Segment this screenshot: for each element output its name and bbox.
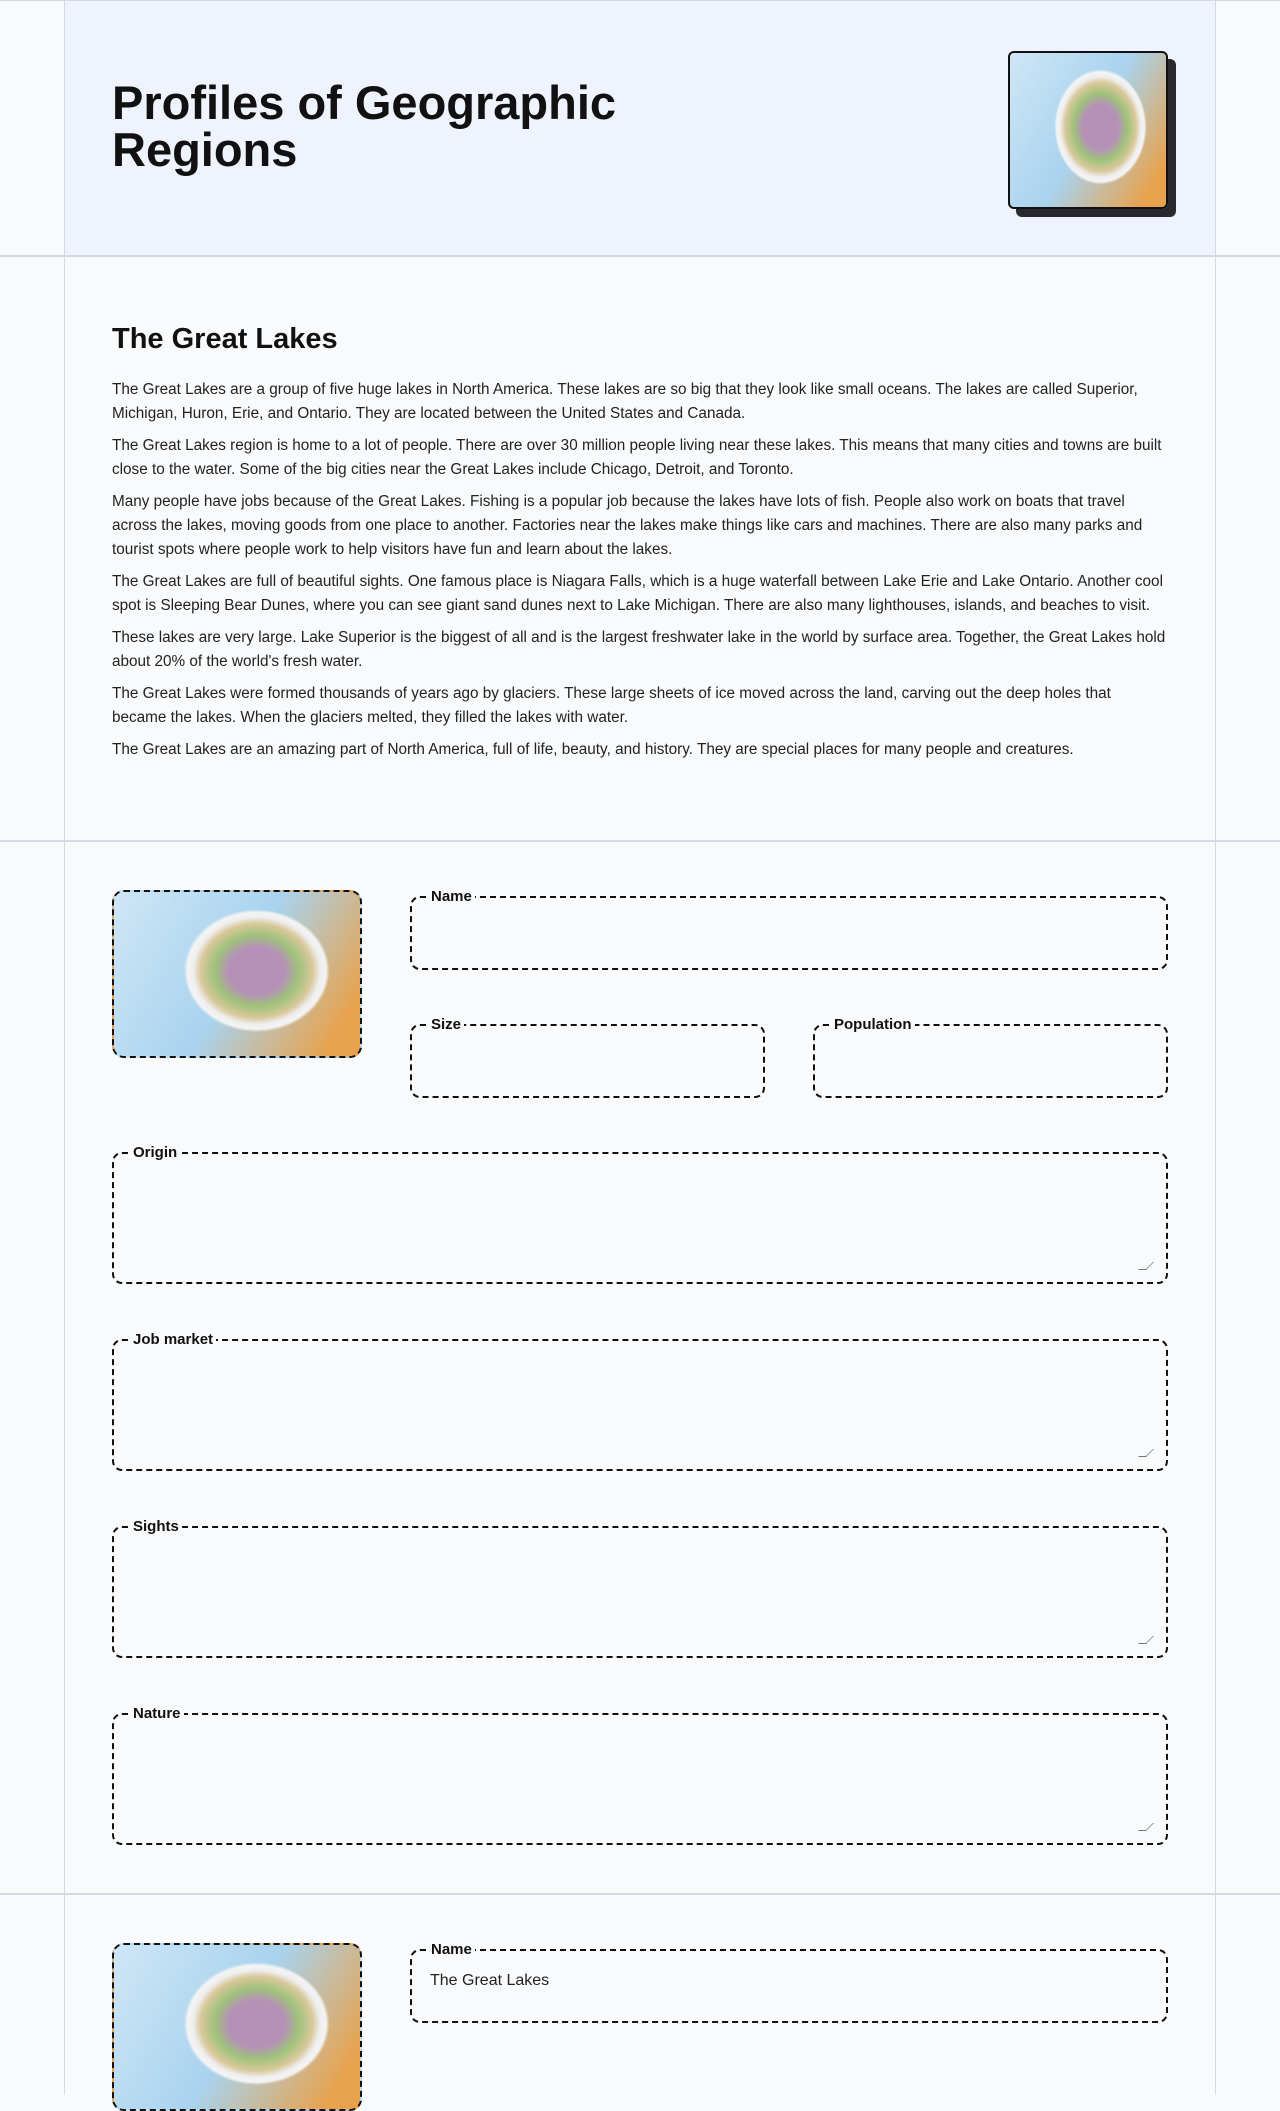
page-title: Profiles of Geographic Regions [112, 76, 617, 176]
article-section [0, 257, 1280, 842]
region-image[interactable] [112, 1943, 362, 2111]
paragraph: The Great Lakes are a group of five huge lakes in North America. These lakes are so big that they look like small oceans. The lakes are called Superior, Michigan, Huron, Erie, and Ontario. They are located between the United States and Canada. [112, 381, 1138, 422]
paragraph: These lakes are very large. Lake Superior is the biggest of all and is the largest freshwater lake in the world by surface area. Together, the Great Lakes hold about 20% of the world's fresh water. [112, 629, 1166, 670]
profile-form [0, 842, 1280, 1895]
name-label: Name [431, 888, 472, 905]
sights-textarea[interactable] [112, 1518, 1168, 1658]
size-field[interactable] [410, 1016, 765, 1098]
resize-handle-icon[interactable] [1138, 1636, 1154, 1644]
article-body [112, 378, 1168, 762]
origin-textarea[interactable] [112, 1144, 1168, 1284]
name-value[interactable]: The Great Lakes [430, 1972, 550, 1989]
population-field[interactable] [813, 1016, 1168, 1098]
job-market-textarea[interactable] [112, 1331, 1168, 1471]
header-map-image [1008, 51, 1168, 209]
article-heading: The Great Lakes [112, 323, 338, 355]
resize-handle-icon[interactable] [1138, 1262, 1154, 1270]
resize-handle-icon[interactable] [1138, 1449, 1154, 1457]
paragraph: Many people have jobs because of the Great Lakes. Fishing is a popular job because the lakes have lots of fish. People also work on boats that travel across the lakes, moving goods from one place to another. Factories near the lakes make things like cars and machines. There are also many parks and tourist spots where people work to help visitors have fun and learn about the lakes. [112, 493, 1143, 558]
name-field[interactable] [410, 1941, 1168, 2023]
paragraph: The Great Lakes were formed thousands of years ago by glaciers. These large sheets of ice moved across the land, carving out the deep holes that became the lakes. When the glaciers melted, they filled the lakes with water. [112, 685, 1111, 726]
paragraph: The Great Lakes region is home to a lot of people. There are over 30 million people living near these lakes. This means that many cities and towns are built close to the water. Some of the big cities near the Great Lakes include Chicago, Detroit, and Toronto. [112, 437, 1162, 478]
name-field[interactable] [410, 888, 1168, 970]
origin-label: Origin [133, 1144, 178, 1161]
job-market-label: Job market [133, 1331, 214, 1348]
page-header [0, 0, 1280, 257]
paragraph: The Great Lakes are full of beautiful sights. One famous place is Niagara Falls, which is a huge waterfall between Lake Erie and Lake Ontario. Another cool spot is Sleeping Bear Dunes, where you can see giant sand dunes next to Lake Michigan. There are also many lighthouses, islands, and beaches to visit. [112, 573, 1163, 614]
nature-label: Nature [133, 1705, 181, 1722]
size-label: Size [431, 1016, 462, 1033]
region-image[interactable] [112, 890, 362, 1058]
name-label: Name [431, 1941, 472, 1958]
population-label: Population [834, 1016, 912, 1033]
nature-textarea[interactable] [112, 1705, 1168, 1845]
profile-form-2 [0, 1895, 1280, 2095]
sights-label: Sights [133, 1518, 179, 1535]
paragraph: The Great Lakes are an amazing part of North America, full of life, beauty, and history. They are special places for many people and creatures. [112, 741, 1074, 758]
resize-handle-icon[interactable] [1138, 1823, 1154, 1831]
